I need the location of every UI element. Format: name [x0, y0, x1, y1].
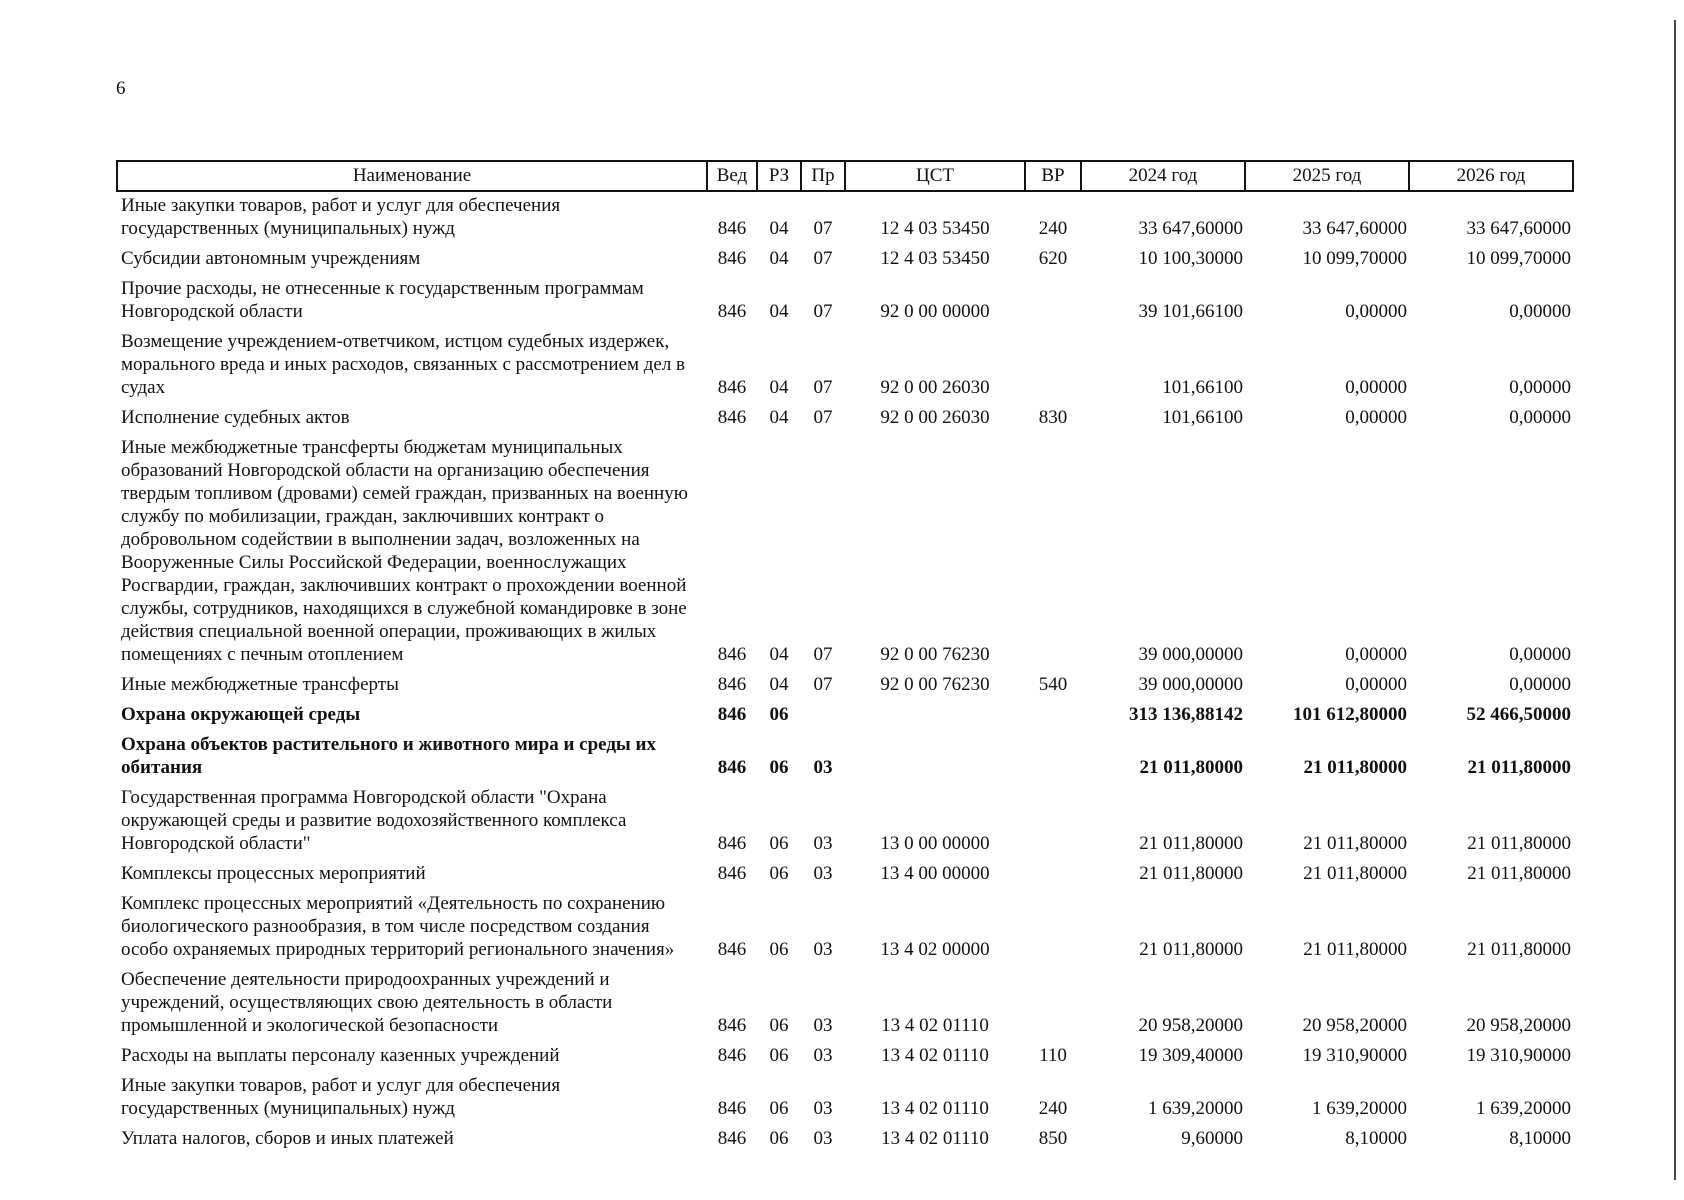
- cell-2025: 0,00000: [1345, 644, 1407, 665]
- cell-2026: 0,00000: [1509, 674, 1571, 695]
- cell-rz: 06: [769, 939, 789, 960]
- cell-rz: 06: [769, 1098, 789, 1119]
- cell-ved: 846: [717, 644, 747, 665]
- cell-ved: 846: [717, 1015, 747, 1036]
- cell-2026: 8,10000: [1509, 1128, 1571, 1149]
- cell-vr: 540: [1038, 674, 1068, 695]
- cell-vr: [1025, 698, 1081, 728]
- table-row: [117, 857, 1573, 887]
- cell-rz: 04: [769, 674, 789, 695]
- cell-2025: 21 011,80000: [1303, 863, 1407, 884]
- header-pr: Пр: [801, 161, 845, 191]
- cell-cst: 92 0 00 76230: [880, 644, 990, 665]
- cell-rz: 06: [769, 863, 789, 884]
- cell-vr: [1025, 272, 1081, 325]
- header-rz: РЗ: [757, 161, 801, 191]
- cell-vr: [1025, 431, 1081, 668]
- cell-vr: 110: [1039, 1045, 1067, 1066]
- cell-ved: 846: [717, 1045, 747, 1066]
- cell-2024: 21 011,80000: [1139, 939, 1243, 960]
- cell-pr: 07: [813, 674, 833, 695]
- table-body: [117, 191, 1573, 1152]
- cell-ved: 846: [717, 377, 747, 398]
- cell-rz: 04: [769, 644, 789, 665]
- cell-2025: 101 612,80000: [1293, 704, 1407, 725]
- cell-vr: 240: [1038, 218, 1068, 239]
- cell-2025: 0,00000: [1345, 407, 1407, 428]
- cell-pr: 07: [813, 248, 833, 269]
- budget-table: [116, 160, 1574, 1152]
- cell-2026: 52 466,50000: [1466, 704, 1571, 725]
- cell-vr: [1025, 728, 1081, 781]
- table-row: [117, 401, 1573, 431]
- cell-ved: 846: [717, 704, 747, 725]
- table-row: [117, 272, 1573, 325]
- cell-cst: 13 4 02 01110: [881, 1098, 989, 1119]
- cell-2026: 21 011,80000: [1467, 833, 1571, 854]
- cell-ved: 846: [717, 939, 747, 960]
- cell-vr: 240: [1038, 1098, 1068, 1119]
- cell-2025: 21 011,80000: [1303, 939, 1407, 960]
- cell-ved: 846: [717, 833, 747, 854]
- cell-vr: 850: [1038, 1128, 1068, 1149]
- cell-cst: 92 0 00 26030: [880, 407, 990, 428]
- cell-name: Расходы на выплаты персоналу казенных учреждений: [121, 1045, 560, 1066]
- table-row: [117, 1069, 1573, 1122]
- cell-name: Охрана объектов растительного и животного мира и среды их обитания: [121, 734, 656, 778]
- cell-vr: [1025, 887, 1081, 963]
- cell-name: Иные закупки товаров, работ и услуг для обеспечения государственных (муниципальных) нужд: [121, 1075, 561, 1119]
- cell-2025: 20 958,20000: [1302, 1015, 1407, 1036]
- table-row: [117, 242, 1573, 272]
- cell-2026: 21 011,80000: [1467, 939, 1571, 960]
- table-row: [117, 668, 1573, 698]
- cell-cst: 12 4 03 53450: [880, 248, 990, 269]
- cell-pr: 03: [813, 1015, 833, 1036]
- cell-rz: 06: [769, 1128, 789, 1149]
- cell-name: Комплексы процессных мероприятий: [121, 863, 426, 884]
- cell-ved: 846: [717, 301, 747, 322]
- table-row: [117, 191, 1573, 242]
- table-row: [117, 431, 1573, 668]
- cell-vr: 830: [1038, 407, 1068, 428]
- cell-ved: 846: [717, 248, 747, 269]
- cell-cst: 13 0 00 00000: [880, 833, 990, 854]
- header-2024: 2024 год: [1081, 161, 1245, 191]
- cell-name: Иные закупки товаров, работ и услуг для обеспечения государственных (муниципальных) нужд: [121, 195, 561, 239]
- cell-name: Обеспечение деятельности природоохранных учреждений и учреждений, осуществляющих свою деятельность в области промышленной и экологической безопасности: [121, 969, 613, 1036]
- table-row: [117, 1039, 1573, 1069]
- cell-cst: 12 4 03 53450: [880, 218, 990, 239]
- cell-pr: [801, 698, 845, 728]
- cell-2025: 10 099,70000: [1302, 248, 1407, 269]
- cell-ved: 846: [717, 757, 747, 778]
- cell-2026: 1 639,20000: [1476, 1098, 1571, 1119]
- header-ved: Вед: [707, 161, 757, 191]
- cell-2026: 21 011,80000: [1467, 863, 1571, 884]
- cell-vr: [1025, 857, 1081, 887]
- cell-2025: 0,00000: [1345, 301, 1407, 322]
- cell-pr: 07: [813, 377, 833, 398]
- table-row: [117, 781, 1573, 857]
- cell-2025: 21 011,80000: [1303, 757, 1407, 778]
- cell-rz: 04: [769, 301, 789, 322]
- cell-rz: 06: [769, 757, 789, 778]
- cell-pr: 03: [813, 939, 833, 960]
- header-name: Наименование: [117, 161, 707, 191]
- cell-2025: 33 647,60000: [1302, 218, 1407, 239]
- cell-2026: 0,00000: [1509, 377, 1571, 398]
- cell-2024: 9,60000: [1181, 1128, 1243, 1149]
- cell-rz: 06: [769, 704, 789, 725]
- cell-ved: 846: [717, 674, 747, 695]
- cell-ved: 846: [717, 1098, 747, 1119]
- cell-cst: 92 0 00 00000: [880, 301, 990, 322]
- cell-rz: 04: [769, 248, 789, 269]
- cell-pr: 03: [813, 833, 833, 854]
- cell-2024: 21 011,80000: [1139, 833, 1243, 854]
- cell-2024: 101,66100: [1162, 407, 1243, 428]
- cell-pr: 03: [813, 1098, 833, 1119]
- cell-2024: 21 011,80000: [1139, 757, 1243, 778]
- cell-pr: 03: [813, 863, 833, 884]
- cell-name: Возмещение учреждением-ответчиком, истцом судебных издержек, морального вреда и иных расходов, связанных с рассмотрением дел в судах: [121, 331, 686, 398]
- cell-name: Прочие расходы, не отнесенные к государственным программам Новгородской области: [121, 278, 644, 322]
- cell-2026: 0,00000: [1509, 301, 1571, 322]
- cell-2025: 8,10000: [1345, 1128, 1407, 1149]
- cell-ved: 846: [717, 218, 747, 239]
- cell-name: Исполнение судебных актов: [121, 407, 350, 428]
- table-row: [117, 728, 1573, 781]
- cell-2025: 1 639,20000: [1312, 1098, 1407, 1119]
- cell-2024: 101,66100: [1162, 377, 1243, 398]
- page-number: 6: [116, 78, 126, 99]
- cell-pr: 03: [813, 1128, 833, 1149]
- cell-2024: 39 101,66100: [1138, 301, 1243, 322]
- cell-2025: 19 310,90000: [1302, 1045, 1407, 1066]
- cell-2026: 19 310,90000: [1466, 1045, 1571, 1066]
- cell-2026: 21 011,80000: [1467, 757, 1571, 778]
- cell-2024: 1 639,20000: [1148, 1098, 1243, 1119]
- cell-cst: [845, 698, 1025, 728]
- cell-vr: [1025, 963, 1081, 1039]
- cell-pr: 07: [813, 644, 833, 665]
- cell-2024: 33 647,60000: [1138, 218, 1243, 239]
- cell-cst: 13 4 02 01110: [881, 1045, 989, 1066]
- cell-2025: 21 011,80000: [1303, 833, 1407, 854]
- cell-2026: 10 099,70000: [1466, 248, 1571, 269]
- cell-2025: 0,00000: [1345, 674, 1407, 695]
- cell-2024: 39 000,00000: [1138, 644, 1243, 665]
- cell-rz: 04: [769, 377, 789, 398]
- cell-rz: 04: [769, 407, 789, 428]
- cell-2024: 21 011,80000: [1139, 863, 1243, 884]
- table-row: [117, 325, 1573, 401]
- cell-name: Субсидии автономным учреждениям: [121, 248, 421, 269]
- scan-edge-line: [1674, 20, 1676, 1180]
- cell-pr: 03: [813, 1045, 833, 1066]
- header-2025: 2025 год: [1245, 161, 1409, 191]
- header-vr: ВР: [1025, 161, 1081, 191]
- cell-2026: 0,00000: [1509, 407, 1571, 428]
- cell-cst: 13 4 02 01110: [881, 1128, 989, 1149]
- table-row: [117, 887, 1573, 963]
- cell-cst: 13 4 00 00000: [880, 863, 990, 884]
- cell-ved: 846: [717, 407, 747, 428]
- cell-cst: 13 4 02 01110: [881, 1015, 989, 1036]
- cell-pr: 07: [813, 218, 833, 239]
- cell-2024: 10 100,30000: [1138, 248, 1243, 269]
- cell-vr: 620: [1038, 248, 1068, 269]
- cell-name: Иные межбюджетные трансферты бюджетам муниципальных образований Новгородской области на организацию обеспечения твердым топливом (дровами) семей граждан, призванных на военную службу по мобилизации, граждан, заключивших контракт о добровольном содействии в выполнении задач, возложенных на Вооруженные Силы Российской Федерации, военнослужащих Росгвардии, граждан, заключивших контракт о прохождении военной службы, сотрудников, находящихся в служебной командировке в зоне действия специальной военной операции, проживающих в жилых помещениях с печным отоплением: [121, 437, 688, 665]
- cell-2024: 19 309,40000: [1138, 1045, 1243, 1066]
- cell-rz: 06: [769, 1015, 789, 1036]
- cell-name: Государственная программа Новгородской области "Охрана окружающей среды и развитие водохозяйственного комплекса Новгородской области": [121, 787, 627, 854]
- cell-name: Комплекс процессных мероприятий «Деятельность по сохранению биологического разнообразия, в том числе посредством создания особо охраняемых природных территорий регионального значения»: [121, 893, 675, 960]
- cell-name: Уплата налогов, сборов и иных платежей: [121, 1128, 454, 1149]
- cell-2026: 20 958,20000: [1466, 1015, 1571, 1036]
- cell-cst: 13 4 02 00000: [880, 939, 990, 960]
- cell-2025: 0,00000: [1345, 377, 1407, 398]
- cell-cst: [845, 728, 1025, 781]
- cell-pr: 07: [813, 301, 833, 322]
- table-row: [117, 963, 1573, 1039]
- cell-cst: 92 0 00 26030: [880, 377, 990, 398]
- cell-2026: 0,00000: [1509, 644, 1571, 665]
- cell-2024: 39 000,00000: [1138, 674, 1243, 695]
- cell-ved: 846: [717, 863, 747, 884]
- cell-2026: 33 647,60000: [1466, 218, 1571, 239]
- table-row: [117, 698, 1573, 728]
- cell-ved: 846: [717, 1128, 747, 1149]
- cell-rz: 06: [769, 1045, 789, 1066]
- cell-2024: 20 958,20000: [1138, 1015, 1243, 1036]
- cell-vr: [1025, 325, 1081, 401]
- table-header-row: [117, 161, 1573, 191]
- cell-rz: 04: [769, 218, 789, 239]
- cell-vr: [1025, 781, 1081, 857]
- header-cst: ЦСТ: [845, 161, 1025, 191]
- table-row: [117, 1122, 1573, 1152]
- cell-rz: 06: [769, 833, 789, 854]
- cell-2024: 313 136,88142: [1129, 704, 1243, 725]
- cell-pr: 03: [813, 757, 833, 778]
- cell-pr: 07: [813, 407, 833, 428]
- cell-name: Охрана окружающей среды: [121, 704, 361, 725]
- cell-cst: 92 0 00 76230: [880, 674, 990, 695]
- header-2026: 2026 год: [1409, 161, 1573, 191]
- cell-name: Иные межбюджетные трансферты: [121, 674, 399, 695]
